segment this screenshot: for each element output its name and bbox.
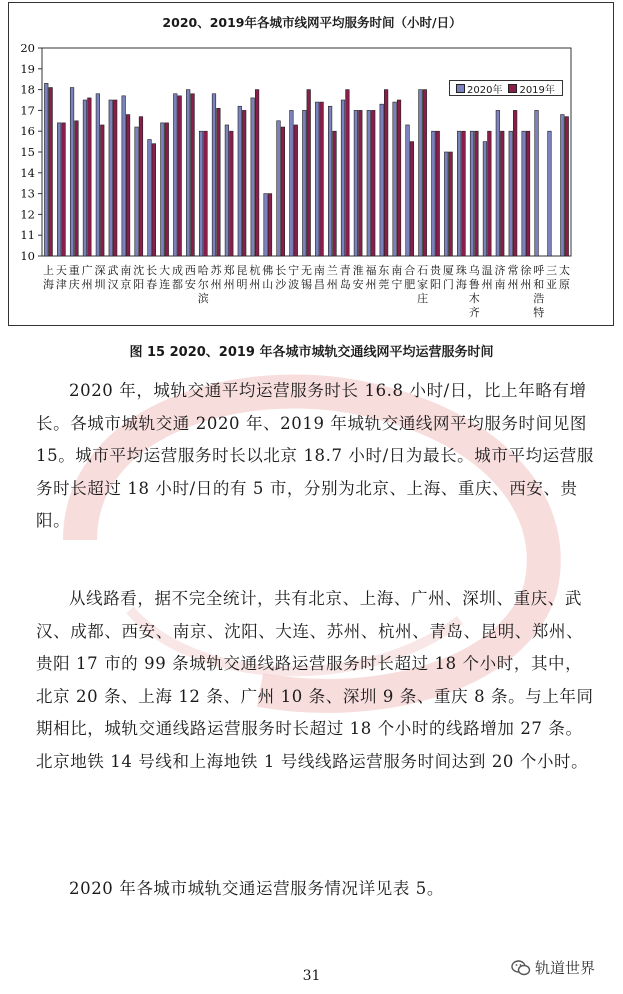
x-tick-label: 呼和浩特: [533, 264, 545, 319]
bar-2020: [44, 83, 48, 256]
x-tick-label: 哈尔滨: [197, 264, 209, 305]
bar-2020: [109, 100, 113, 256]
bar-2019: [75, 121, 79, 256]
chart-frame: [8, 2, 614, 326]
bar-2019: [49, 88, 53, 256]
bar-2020: [225, 125, 229, 256]
bar-2019: [204, 131, 208, 256]
x-tick-label: 徐州: [520, 264, 532, 291]
bar-2019: [436, 131, 440, 256]
x-tick-label: 成都: [171, 264, 183, 291]
bar-2019: [307, 90, 311, 256]
x-tick-label: 武汉: [107, 264, 119, 291]
x-tick-label: 东莞: [378, 264, 390, 291]
bar-2020: [199, 131, 203, 256]
bar-2019: [500, 131, 504, 256]
bar-2019: [191, 94, 195, 256]
x-tick-label: 石家庄: [417, 264, 429, 305]
bar-2019: [88, 98, 92, 256]
legend-item-2019: 2019年: [508, 81, 554, 96]
bar-2020: [122, 96, 126, 256]
bar-2019: [100, 125, 104, 256]
bar-2020: [328, 106, 332, 256]
bar-2020: [238, 106, 242, 256]
x-tick-label: 太原: [559, 264, 571, 291]
bar-2020: [290, 110, 294, 256]
x-tick-label: 杭州: [249, 264, 261, 291]
bar-2020: [509, 131, 513, 256]
x-tick-label: 大连: [159, 264, 171, 291]
bar-2019: [152, 144, 156, 256]
y-tick-label: 16: [20, 124, 35, 139]
bar-2020: [173, 94, 177, 256]
x-tick-label: 珠海: [455, 264, 467, 291]
y-tick-label: 20: [20, 41, 35, 55]
chart-legend: [449, 80, 563, 96]
x-tick-label: 合肥: [404, 264, 416, 291]
page-number: 31: [302, 968, 321, 984]
x-tick-label: 深圳: [94, 264, 106, 291]
bar-2019: [178, 96, 182, 256]
x-tick-label: 长沙: [275, 264, 287, 291]
x-tick-label: 苏州: [210, 264, 222, 291]
x-tick-label: 长春: [146, 264, 158, 291]
x-tick-label: 广州: [81, 264, 93, 291]
y-tick-label: 15: [20, 145, 35, 159]
bar-2020: [161, 123, 165, 256]
bar-2020: [354, 110, 358, 256]
bar-2019: [139, 117, 143, 256]
bar-2019: [449, 152, 453, 256]
bar-2019: [268, 194, 272, 256]
paragraph-2: 从线路看，据不完全统计，共有北京、上海、广州、深圳、重庆、武汉、成都、西安、南京、沈阳、大连、苏州、杭州、青岛、昆明、郑州、贵阳 17 市的 99 条城轨交通线路运营服务时长超过 18 个小时，其中，北京 20 条、上海 12 条、广州 10 条、深圳 9 条、重庆 8 条。与上年同期相比，城轨交通线路运营服务时长超过 18 个小时的线路增加 27 条。北京地铁 14 号线和上海地铁 1 号线线路运营服务时间达到 20 个小时。: [36, 589, 594, 771]
x-tick-label: 重庆: [68, 264, 80, 291]
bar-2020: [277, 121, 281, 256]
y-tick-label: 10: [20, 249, 35, 263]
bar-2019: [229, 131, 233, 256]
bar-2019: [488, 131, 492, 256]
bar-2020: [535, 110, 539, 256]
x-tick-label: 昆明: [236, 264, 248, 291]
bar-2019: [513, 110, 517, 256]
x-tick-label: 青岛: [339, 264, 351, 291]
bar-2020: [457, 131, 461, 256]
x-tick-label: 沈阳: [133, 264, 145, 291]
bar-2020: [483, 142, 487, 256]
x-tick-label: 兰州: [326, 264, 338, 291]
bar-2019: [359, 110, 363, 256]
bar-2019: [281, 127, 285, 256]
bar-2020: [496, 110, 500, 256]
bar-2020: [212, 94, 216, 256]
bar-2019: [255, 90, 259, 256]
bar-2020: [303, 110, 307, 256]
x-tick-label: 无锡: [301, 264, 312, 291]
bar-2019: [565, 117, 569, 256]
bar-2020: [380, 104, 384, 256]
bar-2020: [367, 110, 371, 256]
bar-2020: [419, 90, 423, 256]
bar-2020: [432, 131, 436, 256]
y-tick-label: 17: [20, 103, 35, 118]
x-tick-label: 乌鲁木齐: [468, 264, 480, 319]
bar-2019: [62, 123, 66, 256]
bar-2020: [444, 152, 448, 256]
figure-caption: 图 15 2020、2019 年各城市城轨交通线网平均运营服务时间: [129, 345, 494, 360]
x-tick-label: 西安: [184, 264, 196, 291]
brand-name: 轨道世界: [535, 959, 596, 977]
x-tick-label: 南京: [120, 264, 132, 291]
bar-2020: [406, 125, 410, 256]
y-tick-label: 19: [20, 61, 35, 76]
bar-2019: [333, 131, 337, 256]
x-tick-label: 三亚: [546, 264, 558, 291]
bar-chart: [9, 3, 615, 327]
bar-2020: [96, 94, 100, 256]
paragraph-1: 2020 年，城轨交通平均运营服务时长 16.8 小时/日，比上年略有增长。各城市城轨交通 2020 年、2019 年城轨交通线网平均服务时间见图 15。城市平均运营服务时长以北京 18.7 小时/日为最长。城市平均运营服务时长超过 18 小时/日的有 5 市，分别为北京、上海、重庆、西安、贵阳。: [36, 381, 594, 530]
bar-2019: [113, 100, 117, 256]
bar-2019: [126, 115, 130, 256]
bar-2020: [148, 140, 152, 256]
x-tick-label: 济南: [494, 264, 506, 291]
x-tick-label: 福州: [365, 264, 377, 291]
bar-2019: [462, 131, 466, 256]
wechat-icon: [511, 960, 531, 976]
bar-2020: [393, 102, 397, 256]
x-tick-label: 佛山: [262, 264, 274, 291]
y-tick-label: 18: [20, 82, 35, 97]
y-tick-label: 12: [20, 207, 35, 222]
bar-2019: [410, 142, 414, 256]
bar-2020: [315, 102, 319, 256]
bar-2019: [346, 90, 350, 256]
bar-2019: [384, 90, 388, 256]
bar-2019: [371, 110, 375, 256]
bar-2020: [470, 131, 474, 256]
x-tick-label: 常州: [507, 264, 519, 291]
bar-2020: [83, 100, 87, 256]
x-tick-label: 淮安: [352, 264, 364, 291]
paragraph-3: 2020 年各城市城轨交通运营服务情况详见表 5。: [69, 879, 444, 898]
bar-2019: [397, 100, 401, 256]
bar-2019: [320, 102, 324, 256]
bar-2020: [57, 123, 61, 256]
bar-2019: [242, 110, 246, 256]
bar-2019: [165, 123, 169, 256]
x-tick-label: 南昌: [313, 264, 325, 291]
bar-2019: [294, 125, 298, 256]
bar-2020: [70, 88, 74, 256]
bar-2020: [264, 194, 268, 256]
bar-2020: [186, 90, 190, 256]
bar-2019: [526, 131, 530, 256]
x-tick-label: 天津: [55, 264, 67, 291]
x-tick-label: 贵阳: [430, 264, 442, 291]
chart-title: 2020、2019年各城市线网平均服务时间（小时/日）: [162, 15, 462, 30]
bar-2019: [423, 90, 427, 256]
y-tick-label: 13: [20, 186, 35, 201]
bar-2019: [475, 131, 479, 256]
x-tick-label: 宁波: [288, 264, 300, 291]
x-tick-label: 上海: [42, 264, 54, 291]
bar-2019: [217, 108, 221, 256]
bar-2020: [341, 100, 345, 256]
bar-2020: [522, 131, 526, 256]
y-tick-label: 14: [20, 165, 35, 180]
x-tick-label: 温州: [481, 264, 493, 291]
y-tick-label: 11: [20, 228, 35, 243]
bar-2020: [561, 115, 565, 256]
x-tick-label: 南宁: [391, 264, 403, 291]
legend-item-2020: 2020年: [456, 81, 502, 96]
x-tick-label: 郑州: [223, 264, 235, 291]
bar-2020: [135, 127, 139, 256]
x-tick-label: 厦门: [442, 264, 454, 291]
bar-2020: [548, 131, 552, 256]
brand-badge: [511, 957, 595, 978]
bar-2020: [251, 98, 255, 256]
